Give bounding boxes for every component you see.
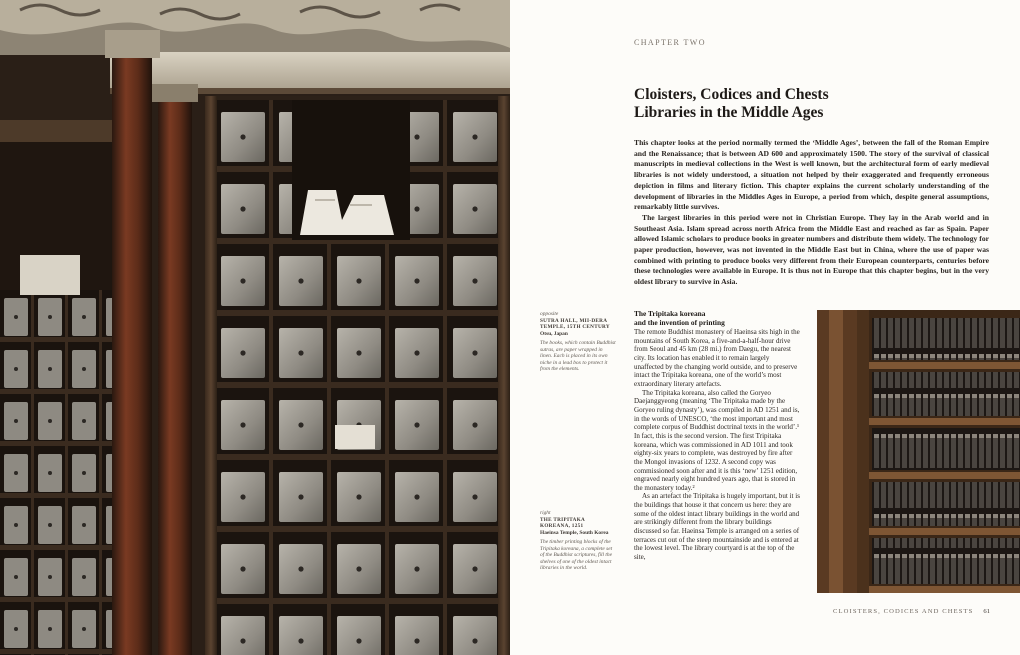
page-number: 61	[983, 608, 990, 615]
intro-text	[634, 138, 989, 288]
chapter-subtitle: Libraries in the Middle Ages	[634, 104, 824, 121]
caption-heading: THE TRIPITAKA KOREANA, 1251	[540, 516, 585, 529]
caption-body: The timber printing blocks of the Tripitaka koreana, a complete set of the Buddhist scriptures, fill the shelves of one of the oldest intact libraries in the world.	[540, 539, 613, 571]
tripitaka-shelves-illustration	[817, 310, 1020, 593]
page-footer	[833, 608, 990, 615]
caption-direction: right	[540, 510, 551, 516]
shelf-rows	[867, 318, 1020, 593]
text-page	[510, 0, 1020, 655]
caption-place: Otsu, Japan	[540, 330, 568, 337]
chapter-title	[634, 86, 829, 122]
section-heading	[634, 309, 800, 327]
caption-opposite	[540, 311, 616, 373]
running-head: CLOISTERS, CODICES AND CHESTS	[833, 608, 974, 615]
chapter-title-main: Cloisters, Codices and Chests	[634, 86, 829, 103]
intro-paragraph: The largest libraries in this period were not in Christian Europe. They lay in the Arab world and in Southeast Asia. Islam spread across north Africa from the Middle East and reached as far as Spain. Paper allowed Islamic scholars to produce books in greater numbers and distribute them widely. The technology for paper production, however, was not invented in the Middle East but in China, where the use of paper was combined with printing to produce books very different from their European counterparts, centuries before these technologies were available in Europe. It is thus not in Europe that this chapter begins, but in the very oldest library to survive in Asia.	[634, 212, 989, 287]
caption-body: The books, which contain Buddhist sutras, are paper wrapped in linen. Each is placed in its own niche in a lead box to protect it from the elements.	[540, 340, 616, 372]
caption-place: Haeinsa Temple, South Korea	[540, 529, 609, 536]
body-paragraph: The Tripitaka koreana, also called the Goryeo Daejanggyeong (meaning ‘The Tripitaka made by the Goryeo ruling dynasty’), was compiled in AD 1251 and is, in the words of UNESCO, ‘the most important and most complete corpus of Buddhist doctrinal texts in the world’.¹ In fact, this is the second version. The first Tripitaka koreana, which was commissioned in AD 1011 and took eighty-six years to complete, was destroyed by fire after the Mongol invasions of 1232. A second copy was commissioned soon after and it is this ‘new’ 1251 edition, engraved nearly eight hundred years ago, that is stored in the monastery today.²	[634, 388, 800, 492]
caption-right	[540, 510, 616, 572]
chapter-label: CHAPTER TWO	[634, 38, 706, 47]
body-paragraph: The remote Buddhist monastery of Haeinsa sits high in the mountains of South Korea, a five-and-a-half-hour drive from Seoul and 45 km (28 mi.) from Daegu, the nearest city. Its location has enabled it to remain largely unaffected by the changing world outside, and to preserve intact the Tripitaka koreana, one of the world’s most extraordinary literary artefacts.	[634, 328, 800, 388]
caption-heading: SUTRA HALL, MII-DERA TEMPLE, 15TH CENTURY	[540, 317, 610, 330]
intro-paragraph: This chapter looks at the period normally termed the ‘Middle Ages’, between the fall of the Roman Empire and the Renaissance; that is between AD 600 and approximately 1500. The story of the survival of classical manuscripts in medieval collections in the West is well known, but the architectural form of early medieval libraries is not widely understood, a situation not helped by their exaggerated and frequently erroneous depiction in films and literary fiction. This chapter explains the current scholarly understanding of the development of libraries in the Middles Ages in Europe, a period from which, despite general assumptions, remarkably little survives.	[634, 138, 989, 212]
body-paragraph: As an artefact the Tripitaka is hugely important, but it is the buildings that house it that concern us here: they are some of the oldest intact library buildings in the world and are strikingly different from the library buildings discussed so far. Haeinsa Temple is arranged on a series of terraces cut out of the steep mountainside and is entered at the lowest level. The library courtyard is at the top of the site,	[634, 492, 800, 562]
caption-direction: opposite	[540, 311, 559, 317]
body-column	[634, 309, 800, 562]
section-heading-line: and the invention of printing	[634, 318, 725, 327]
tripitaka-shelves-photo	[817, 310, 1020, 593]
section-heading-line: The Tripitaka koreana	[634, 309, 706, 318]
